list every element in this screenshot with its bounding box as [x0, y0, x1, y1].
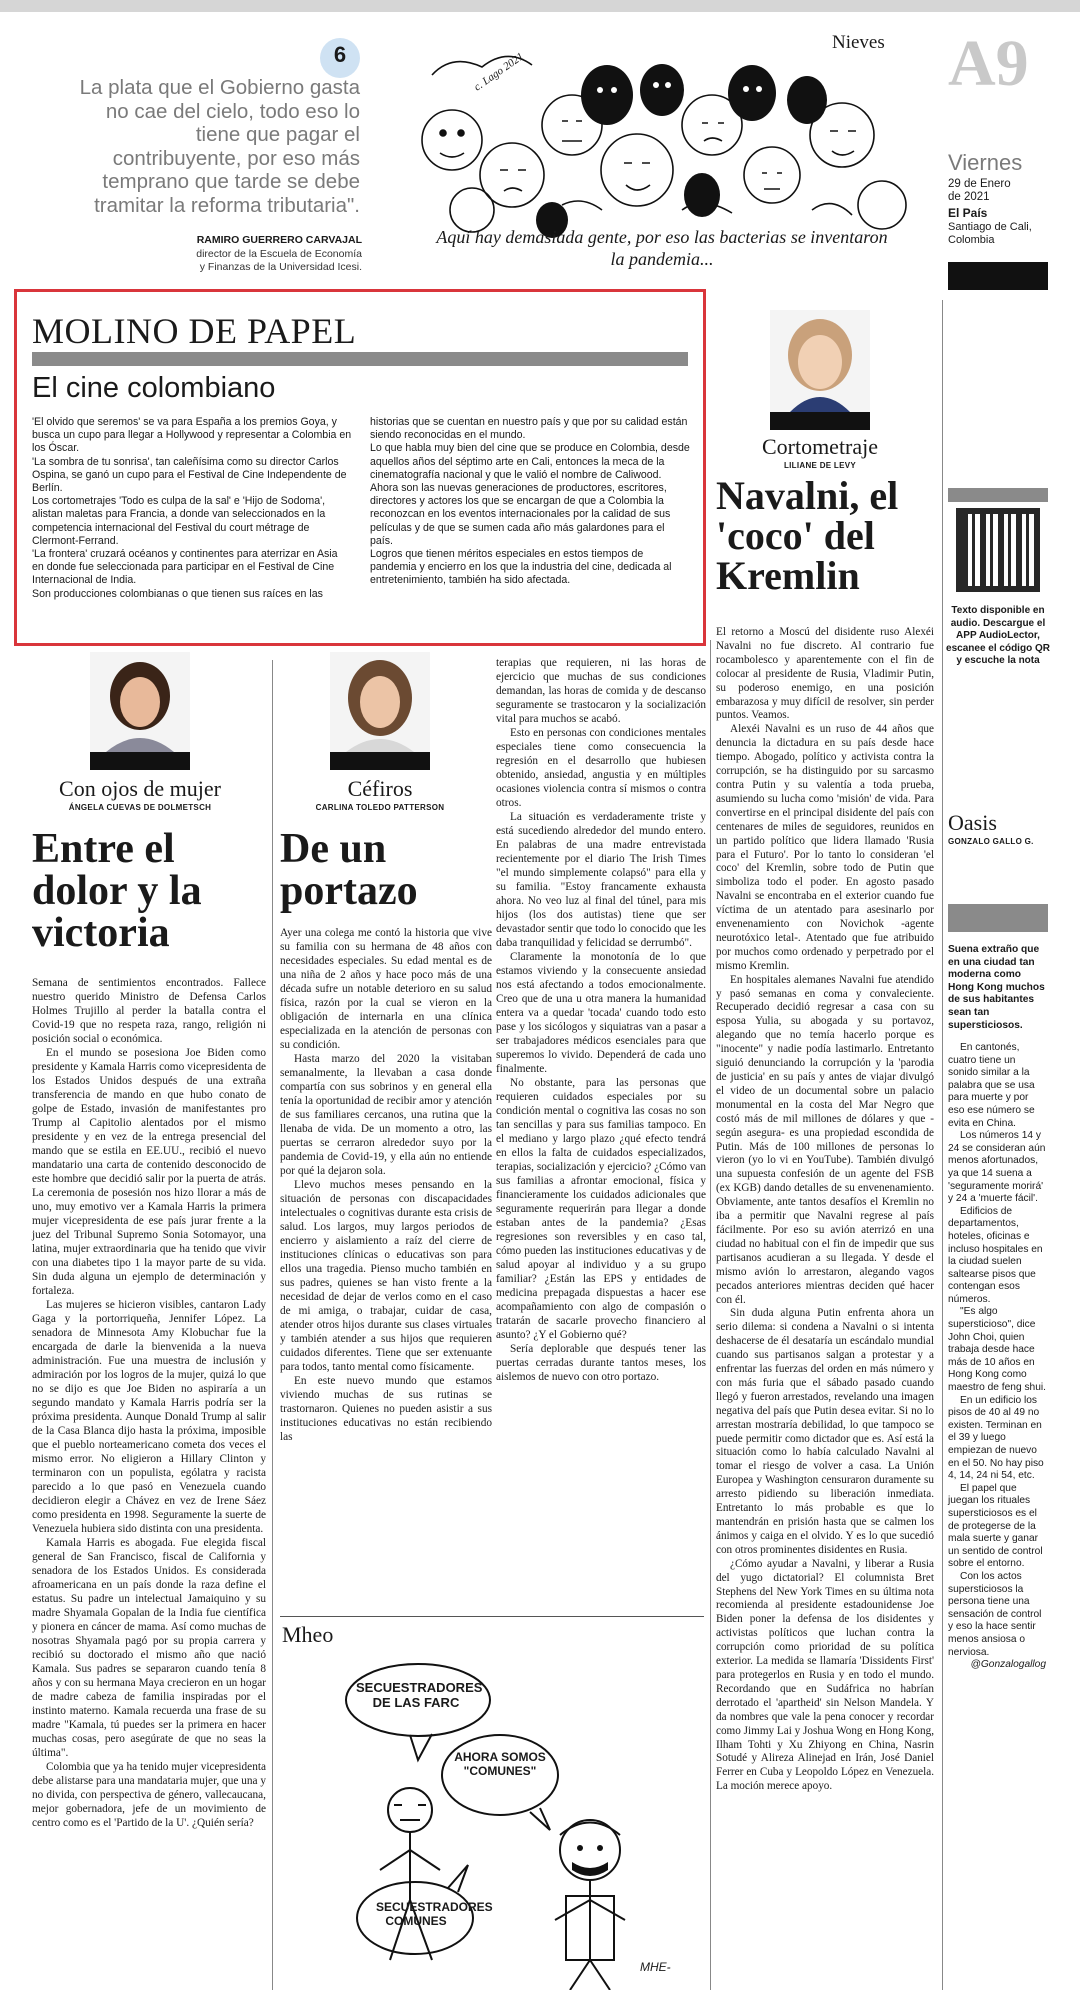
molino-p1: 'El olvido que seremos' se va para España a los premios Goya, y busca un cupo para llegar a Hollywood y representar a Colombia en los Óscar.: [32, 416, 352, 455]
cortometraje-p3: En hospitales alemanes Navalni fue atendido y pasó semanas en coma y convaleciente. Recuperado decidió regresar a casa con su esposa Yulia, su abogada y su portavoz, alegando que no temía hacerlo porque es "inocente" y nadie podía lastimarlo. Entretanto siguió denunciando la corrupción y la 'parodia de justicia' en su país y antes de viajar divulgó el video de un documental sobre un palacio monumental en la costa del Mar Negro que costó más de mil millones de dólares y que -según asegura- es una propiedad escondida de Putin. Más de 100 millones de personas lo vieron (yo lo vi en YouTube). También divulgó una supuesta confesión de un agente del FSB (ex KGB) dando detalles de su envenenamiento. Obviamente, ante tantos desafíos el Kremlin no iba a permitir que Navalni regrese al país fácilmente. Por eso su avión aterrizó en una ciudad no habitual con el fin de impedir que sus partisanos acudieran a su llegada. Y desde el mismo avión lo arrestaron, alegando vagos pecados anteriores mientras deciden qué hacer con él.: [716, 973, 934, 1306]
page-place: Santiago de Cali, Colombia: [948, 221, 1032, 246]
oasis-p7: Con los actos supersticiosos la persona tiene una sensación de control y eso la hace sentir menos ansiosa o nerviosa.: [948, 1570, 1042, 1658]
ojos-p1: Semana de sentimientos encontrados. Fallece nuestro querido Ministro de Defensa Carlos Holmes Trujillo al perder la batalla contra el Covid-19 que no respeta raza, rango, religión ni posición social o económica.: [32, 977, 266, 1045]
molino-col2: [370, 416, 690, 588]
ojos-body: [32, 976, 266, 1830]
page-day: Viernes: [948, 150, 1023, 175]
divider-ojos-cefiros: [272, 660, 273, 1990]
molino-p2: 'La sombra de tu sonrisa', tan caleñísima como su director Carlos Ospina, se ganó un cupo para el Festival de Cine Independente de Berlín.: [32, 455, 347, 495]
oasis-p1: En cantonés, cuatro tiene un sonido similar a la palabra que se usa para muerte y por eso ese número se evita en China.: [948, 1042, 1035, 1129]
ojos-p5: Colombia que ya ha tenido mujer vicepresidenta debe alistarse para una mandataria mujer, que una y no divida, con perspectiva de género, vallecaucana, mejor gobernadora, jefe de un movimiento de centro como es el 'Partido de la U'. ¿Quién sería?: [32, 1761, 266, 1829]
cortometraje-p4: Sin duda alguna Putin enfrenta ahora un serio dilema: si condena a Navalni o si intenta deshacerse de él desataría un escándalo mundial cuando sus partisanos salgan a protestar y a enfrentar las fuerzas del orden en más número y con más furia que el sábado pasado cuando llegó y fueron arrestados, revelando una imagen negativa del país que Putin desea evitar. Si no lo arrestan mostraría debilidad, lo que tampoco se puede permitir como dictador que es. Así está la situación como lo había calculado Navalni al tomar el riesgo de volver a casa. La Unión Europea y Washington censuraron duramente su arresto pidiendo su liberación inmediata. Entretanto lo más probable es que lo mantendrán en prisión hasta que se calmen los ánimos y caiga en el olvido. Y es lo que sucedió con otros prominentes disidentes en Rusia.: [716, 1307, 934, 1556]
cortometraje-p5: ¿Cómo ayudar a Navalni, y liberar a Rusia del yugo dictatorial? El columnista Bret Stephens del New York Times en su última nota recomienda al presidente estadounidense Joe Biden poner la defensa de los disidentes y activistas políticos que luchan contra la corrupción como prioridad de su política exterior. La medida se llamaría 'Dissidents First' para protegerlos en Rusia y en todo el mundo. Recordando que en Sudáfrica no habrían derrotado el 'apartheid' sin Nelson Mandela. Y da nombres que vale la pena conocer y recordar como Jimmy Lai y Joshua Wong en Hong Kong, Ilham Tohti y Xu Zhiyong en China, Nasrin Sotudé y Alireza Alinejad en Irán, José Daniel Ferrer en Cuba y Leopoldo López en Venezuela. La moción merece apoyo.: [716, 1557, 934, 1793]
molino-article-title: El cine colombiano: [32, 372, 276, 404]
molino-section-title: MOLINO DE PAPEL: [32, 311, 357, 351]
page-date: 29 de Enero de 2021: [948, 178, 1011, 203]
portrait-carlina-toledo: [330, 652, 430, 770]
cefiros-p6: Esto en personas con condiciones mentales especiales tiene como consecuencia la regresión en el desarrollo que hubiesen obtenido, ansiedad, angustia y en múltiples ocasiones violencia contra sí mismos o contra otros.: [496, 727, 706, 809]
cefiros-p9: No obstante, para las personas que requieren cuidados especiales por su condición mental o cognitiva las cosas no son tan sencillas y para sus familias tampoco. En el mediano y largo plazo ¿qué efecto tendrá en ellos la falta de cuidados especializados, terapias, socialización y ejercicio? ¿Cómo van sus familias a afrontar emocional, física y financieramente los cuidados adicionales que seguramente requerirán para llegar a donde estaban antes de la pandemia? ¿Esas regresiones son reversibles y en caso tal, cómo pueden las instituciones educativas y de salud apoyar al individuo y a su grupo familiar? ¿Están las EPS y entidades de medicina prepagada dispuestas a hacer ese acompañamiento con algo de compasión o tratarán de sacarle provecho financiero al asunto? ¿Y el Gobierno qué?: [496, 1077, 706, 1341]
cartoon-artist-nieves: Nieves: [832, 32, 885, 53]
ojos-p3: Las mujeres se hicieron visibles, cantaron Lady Gaga y la portorriqueña, Jennifer López. La senadora de Minnesota Amy Klobuchar fue la encargada de darle la bienvenida a la nueva administración. Fue una muestra de inclusión y admiración por los logros de la mujer, quizá lo que no se dijo es que Joe Biden no aspiraría a un segundo mandato y Kamala Harris podría ser la próxima presidenta. Aunque Donald Trump al salir de la Casa Blanca dijo hasta la próxima, imposible que el pueblo norteamericano cometa dos veces el mismo error. No eligieron a Hillary Clinton y terminaron con un populista, ególatra y racista parecido a lo que pasó en Venezuela cuando decidieron elegir a Chávez en vez de Irene Sáez como presidenta en 1998. Seguramente la suerte de Venezuela hubiera sido distinta con una presidenta.: [32, 1299, 266, 1535]
cefiros-p3: Llevo muchos meses pensando en la situación de personas con discapacidades intelectuales o cognitivas durante esta crisis de salud. Los largos, muy largos periodos de encierro y aislamiento a raíz del cierre de instituciones clínicas o educativas son para ellos una tragedia. Pienso mucho también en sus padres, quienes se han visto frente a la necesidad de dejar de verlos como en el caso de mi amiga, o trabajar, cuidar de casa, atender otros hijos durante sus clases virtuales y también atender a sus hijos que requieren cuidados diferentes. Tiene que ser extenuante para todos, tanto mental como físicamente.: [280, 1179, 492, 1373]
molino-p6: historias que se cuentan en nuestro país y que por su calidad están siendo reconocidas en el mundo.: [370, 416, 688, 442]
quote-role: director de la Escuela de Economía y Finanzas de la Universidad Icesi.: [196, 248, 362, 273]
cortometraje-body: [716, 626, 934, 1794]
cortometraje-p1: El retorno a Moscú del disidente ruso Alexéi Navalni no fue discreto. Al contrario fue rocambolesco y aparentemente con el fin de colocar al presidente de Rusia, Vladimir Putin, su poderoso enemigo, en una posición embarazosa y muy difícil de resolver, sin perder puntos. Veamos.: [716, 626, 934, 722]
cefiros-author: CARLINA TOLEDO PATTERSON: [315, 803, 445, 812]
cefiros-body-col1: [280, 926, 492, 1444]
right-rail-bar-2: [948, 904, 1048, 932]
portrait-liliane-de-levy: [770, 310, 870, 430]
molino-col1: [32, 416, 352, 601]
right-rail-bar-1: [948, 488, 1048, 502]
cefiros-column-name: Céfiros: [347, 776, 413, 801]
oasis-handle: @Gonzalogallog: [970, 1659, 1046, 1671]
mheo-top-rule: [280, 1616, 704, 1617]
oasis-p3: Edificios de departamentos, hoteles, oficinas e incluso hospitales en la ciudad suelen saltearse pisos que contengan esos números.: [948, 1205, 1043, 1305]
cefiros-p8: Claramente la monotonía de lo que estamos viviendo y la consecuente ansiedad nos está afectando a todos emocionalmente. Creo que de una u otra manera la humanidad entera va a quedar 'tocada' cuando todo esto pase y los sicólogos y siquiatras van a pasar a ser trabajadores médicos esenciales para que superemos lo vivido. Dependerá de cada uno finalmente.: [496, 951, 706, 1075]
oasis-lead: Suena extraño que en una ciudad tan moderna como Hong Kong muchos de sus habitantes sean tan supersticiosos.: [948, 944, 1045, 1031]
page-number: A9: [948, 27, 1029, 100]
ojos-headline: Entre el dolor y la victoria: [32, 826, 202, 956]
mheo-signature: MHE-: [640, 1960, 671, 1974]
molino-p8: Ahora son las nuevas generaciones de productores, escritores, directores y actores los que se encargan de que a Colombia la reconozcan en los eventos internacionales por la calidad de sus películas y de que se sumen cada año más galardones para el país.: [370, 482, 671, 547]
quote-author: RAMIRO GUERRERO CARVAJAL: [196, 234, 362, 246]
cefiros-body-col2: [496, 656, 706, 1384]
cortometraje-headline: Navalni, el 'coco' del Kremlin: [716, 473, 899, 598]
oasis-p2: Los números 14 y 24 se consideran aún menos afortunados, ya que 14 suena a 'seguramente morirá' y 24 a 'muerte fácil'.: [948, 1130, 1046, 1205]
molino-p5: Son producciones colombianas o que tienen sus raíces en las: [32, 587, 323, 600]
page-paper: El País: [948, 206, 988, 220]
cortometraje-p2: Alexéi Navalni es un ruso de 44 años que denuncia la dictadura en su país desde hace tiempo. Abogado, político y activista contra la corrupción, se ha distinguido por su sarcasmo contra Putin y su valentía a toda prueba, asumiendo su lucha como 'misión' de vida. Para convertirse en el principal disidente del país con centenares de miles de seguidores, reunidos en un partido político que lidera llamado 'Rusia para el Futuro'. Por lo tanto lo consideran 'el coco' del Kremlin, sobre todo de Putin que simboliza todo el poder. En agosto pasado Navalni se encontraba en el exterior cuando fue víctima de un atentado para asesinarlo por envenenamiento con Novichok -agente neurotóxico letal-. Atentado que fue atribuido por muchos como ordenado y perpetrado por el mismo Kremlin.: [716, 723, 934, 972]
masthead-black-bar: [948, 262, 1048, 290]
cefiros-p5: terapias que requieren, ni las horas de ejercicio que muchas de sus condiciones demandan, las horas de comida y de descanso seguramente se trastocaron y la socialización vital para muchos se acabó.: [496, 657, 706, 725]
oasis-author: GONZALO GALLO G.: [948, 837, 1034, 846]
cefiros-p4: En este nuevo mundo que estamos viviendo muchas de sus rutinas se trastornaron. Quienes no pueden asistir a sus instituciones educativas no están recibiendo las: [280, 1375, 492, 1443]
cefiros-p2: Hasta marzo del 2020 la visitaban semanalmente, la llevaban a casa donde compartía con sus sobrinos y en general ella tenía la oportunidad de recibir amor y atención de sus familiares cercanos, una rutina que la llenaba de vida. De un momento a otro, las puertas se cerraron alrededor suyo por la pandemia de Covid-19, y ella aún no entiende por qué la dejaron sola.: [280, 1053, 492, 1177]
molino-p3: Los cortometrajes 'Todo es culpa de la sal' e 'Hijo de Sodoma', alistan maletas para Francia, a donde van seleccionados en la competencia internacional del Festival du court métrage de Clermont-Ferrand.: [32, 495, 326, 547]
cortometraje-column-name: Cortometraje: [761, 434, 879, 459]
cefiros-p1: Ayer una colega me contó la historia que vive su familia con su hermana de 48 años con necesidades especiales. Su edad mental es de una niña de 2 años y hace poco más de una década sufre un notable deterioro en su salud física, razón por la cual se vieron en la obligación de internarla en una clínica especializada en la atención de personas con su condición.: [280, 927, 492, 1051]
oasis-body: [948, 1042, 1046, 1672]
cortometraje-author: LILIANE DE LEVY: [783, 461, 857, 470]
cefiros-p10: Sería deplorable que después tener las puertas cerradas durante tantos meses, los aislemos de nuevo con otro portazo.: [496, 1343, 706, 1383]
divider-cefiros-corto: [710, 640, 711, 1990]
cefiros-headline: De un portazo: [280, 826, 418, 914]
oasis-column-name: Oasis: [948, 810, 997, 835]
oasis-p5: En un edificio los pisos de 40 al 49 no existen. Terminan en el 39 y luego empiezan de nuevo en el 50. No hay piso 4, 14, 24 ni 54, etc.: [948, 1394, 1044, 1482]
section-number: 6: [333, 42, 347, 67]
cartoon-signature: c. Lago 2021: [471, 50, 526, 94]
mheo-bubble-1: SECUESTRADORES DE LAS FARC: [356, 1680, 483, 1710]
oasis-p4: "Es algo supersticioso", dice John Choi, quien trabaja desde hace más de 10 años en Hong Kong como maestro de feng shui.: [948, 1306, 1046, 1394]
ojos-p4: Kamala Harris es abogada. Fue elegida fiscal general de San Francisco, fiscal de California y senadora de los Estados Unidos. Es considerada afroamericana en un país donde la raza define el estatus. Su padre un intelectual Jamaiquino y su madre Shyamala Gopalan de la India fue científica y pionera en cáncer de mama. Así como muchas de nosotras Shyamala pagó por su propia carrera y recibió su doctorado el mismo año que nació Kamala. Sus padres se separaron cuando tenía 8 años y con su hermana Maya crecieron en un hogar de madre cabeza de familia inspiradas por el instinto materno. Kamala recuerda una frase de su madre "Kamala, tú puedes ser la primera en hacer muchas cosas, pero asegúrate de que no seas la última".: [32, 1537, 266, 1759]
molino-title-bar: [32, 352, 688, 366]
oasis-p6: El papel que juegan los rituales supersticiosos es el de protegerse de la mala suerte y ganar un sentido de control sobre el entorno.: [948, 1482, 1043, 1570]
ojos-author: ÁNGELA CUEVAS DE DOLMETSCH: [68, 803, 212, 812]
ojos-column-name: Con ojos de mujer: [59, 776, 221, 801]
cefiros-p7: La situación es verdaderamente triste y está sucediendo alrededor del mundo entero. En palabras de una madre entrevistada recientemente por el diario The Irish Times "el mundo simplemente colapsó" para ella y su familia. "Estoy francamente exhausta ahora. No veo luz al final del túnel, para mis hijos (los dos autistas) tiene que ser devastador sentir que todo lo conocido que les daba tranquilidad y felicidad se derrumbó".: [496, 811, 706, 949]
mheo-bubble-2: AHORA SOMOS "COMUNES": [454, 1750, 546, 1778]
molino-p4: 'La frontera' cruzará océanos y continentes para aterrizar en Asia en donde fue seleccionada para participar en el Festival de Cine Internacional de India.: [32, 548, 338, 587]
top-strip: [0, 0, 1080, 12]
ojos-p2: En el mundo se posesiona Joe Biden como presidente y Kamala Harris como vicepresidenta de los Estados Unidos después de una extraña transferencia de mando en que hubo conato de golpe de Estado, invasión de manifestantes pro Trump al Capitolio alentados por el mismo presidente y en vez de la entrega presencial del mando que se estila en EE.UU., recibió el nuevo mandatario una carta de contenido desconocido de este hombre que decidió salir por la puerta de atrás. La ceremonia de posesión nos hizo llorar a más de uno, muy emotivo ver a Kamala Harris la primera mujer vicepresidenta de ese país jurar frente a la juez del Tribunal Supremo Sonia Sotomayor, una latina, mujer extraordinaria que ha tenido que vivir con una diabetes tipo 1 la mayor parte de su vida. Sin duda alguna un ejemplo de determinación y fortaleza.: [32, 1047, 266, 1297]
mheo-title: Mheo: [282, 1622, 334, 1647]
molino-p9: Logros que tienen méritos especiales en estos tiempos de pandemia y encierro en los que la industria del cine, dedicada al entretenimiento, también ha sido afectada.: [370, 548, 672, 587]
qr-text: Texto disponible en audio. Descargue el APP AudioLector, escanee el código QR y escuche la nota: [946, 605, 1050, 666]
right-rail-divider: [942, 300, 943, 1990]
cartoon-caption: Aquí hay demasiada gente, por eso las bacterias se inventaron la pandemia...: [436, 227, 888, 269]
quote-text: La plata que el Gobierno gasta no cae del cielo, todo eso lo tiene que pagar el contribuyente, por eso más temprano que tarde se debe tramitar la reforma tributaria".: [79, 76, 360, 217]
portrait-angela-cuevas: [90, 652, 190, 770]
mheo-bubble-3: SECUESTRADORES COMUNES: [376, 1900, 493, 1928]
qr-code-icon: [956, 508, 1040, 592]
molino-p7: Lo que habla muy bien del cine que se produce en Colombia, desde aquellos años del séptimo arte en Cali, entonces la meca de la cinematografía nacional y que le valió el nombre de Caliwood.: [370, 442, 690, 481]
